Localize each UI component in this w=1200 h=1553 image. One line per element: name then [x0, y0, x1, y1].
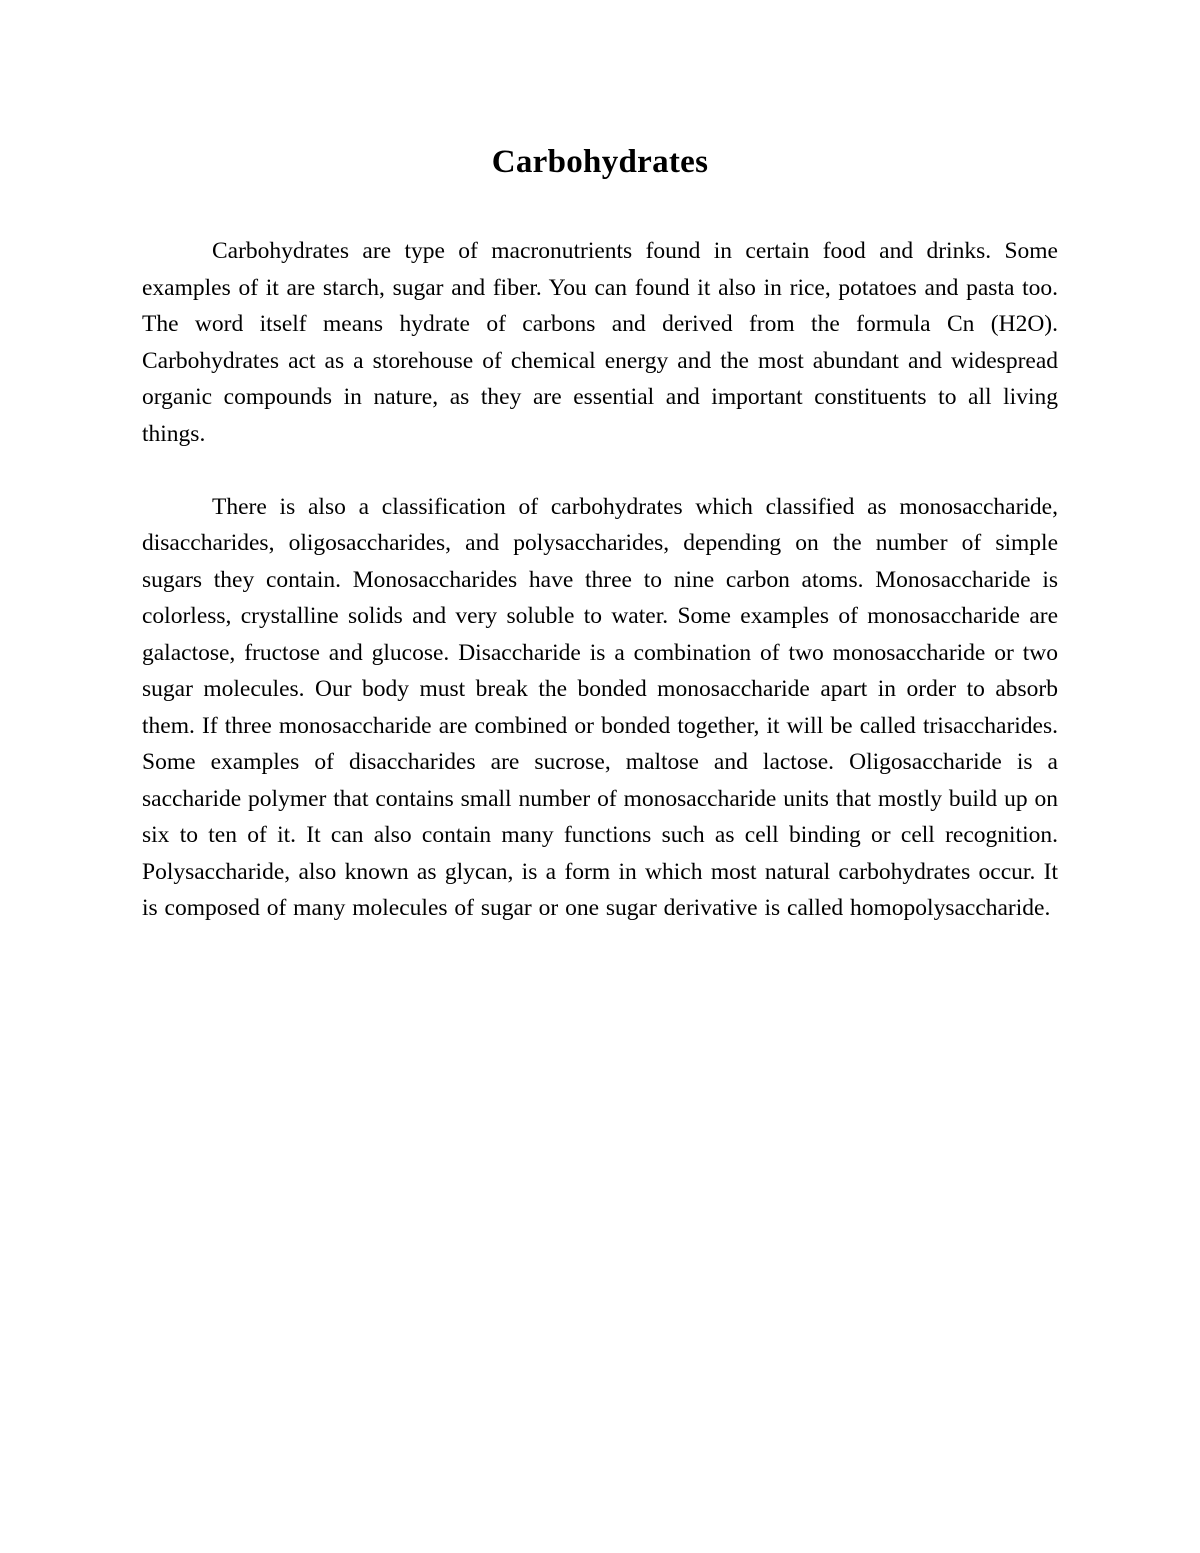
document-body [142, 233, 1058, 927]
paragraph-intro: Carbohydrates are type of macronutrients found in certain food and drinks. Some examples of it are starch, sugar and fiber. You can found it also in rice, potatoes and pasta too. The word itself means hydrate of carbons and derived from the formula Cn (H2O). Carbohydrates act as a storehouse of chemical energy and the most abundant and widespread organic compounds in nature, as they are essential and important constituents to all living things. [142, 238, 1058, 447]
paragraph-classification: There is also a classification of carbohydrates which classified as monosaccharide, disaccharides, oligosaccharides, and polysaccharides, depending on the number of simple sugars they contain. Monosaccharides have three to nine carbon atoms. Monosaccharide is colorless, crystalline solids and very soluble to water. Some examples of monosaccharide are galactose, fructose and glucose. Disaccharide is a combination of two monosaccharide or two sugar molecules. Our body must break the bonded monosaccharide apart in order to absorb them. If three monosaccharide are combined or bonded together, it will be called trisaccharides. Some examples of disaccharides are sucrose, maltose and lactose. Oligosaccharide is a saccharide polymer that contains small number of monosaccharide units that mostly build up on six to ten of it. It can also contain many functions such as cell binding or cell recognition. Polysaccharide, also known as glycan, is a form in which most natural carbohydrates occur. It is composed of many molecules of sugar or one sugar derivative is called homopolysaccharide. [142, 493, 1058, 921]
page-title: Carbohydrates [491, 144, 709, 180]
